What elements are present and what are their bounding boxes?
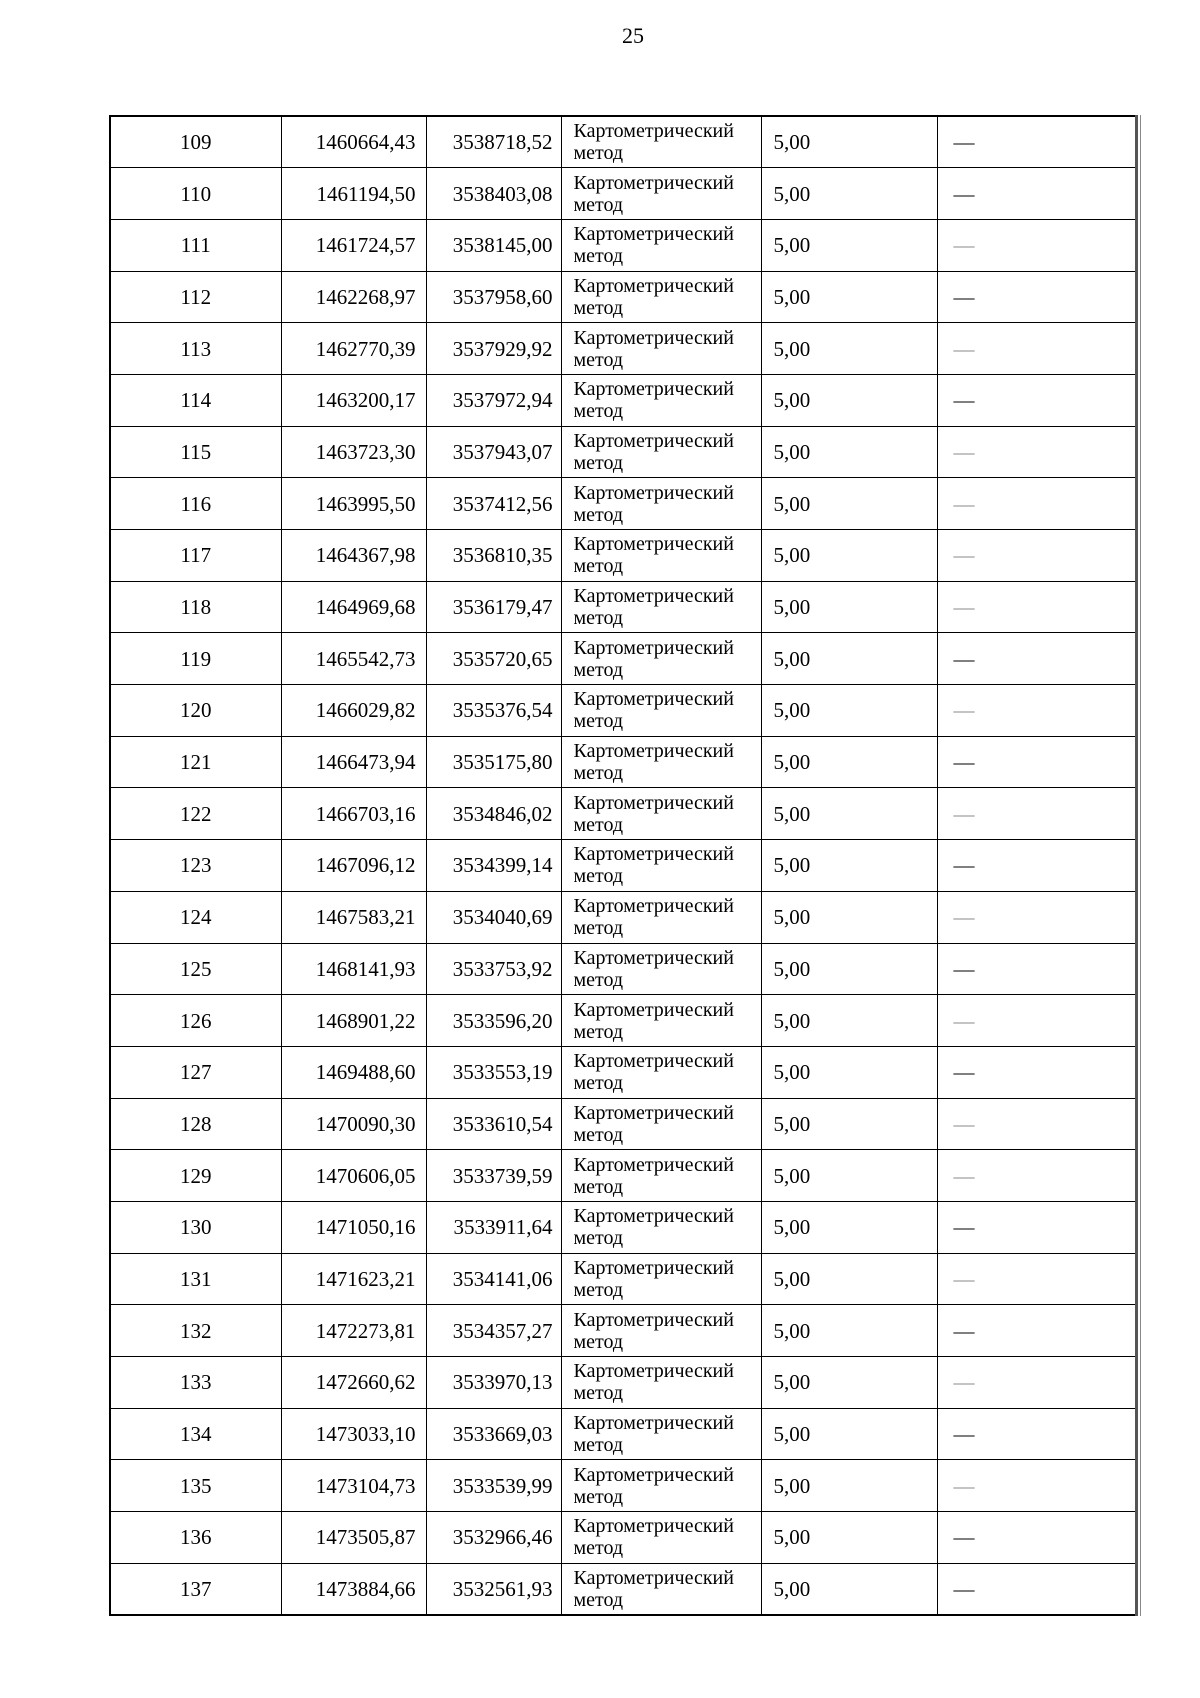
- description-cell: [937, 271, 1136, 323]
- description-cell: [937, 1563, 1136, 1615]
- accuracy-cell: 5,00: [761, 1357, 937, 1409]
- accuracy-cell: 5,00: [761, 219, 937, 271]
- x-coordinate-cell: 1473884,66: [281, 1563, 426, 1615]
- description-cell: [937, 788, 1136, 840]
- method-line-2: метод: [573, 142, 624, 165]
- table-row: [110, 685, 1136, 737]
- description-cell: [937, 736, 1136, 788]
- method-cell: [561, 788, 761, 840]
- method-line-1: Картометрический: [573, 223, 734, 246]
- y-coordinate-cell: 3533553,19: [426, 1046, 561, 1098]
- table-row: [110, 943, 1136, 995]
- method-line-2: метод: [573, 1123, 624, 1146]
- dash-mark: —: [953, 1370, 975, 1395]
- table-row: [110, 1201, 1136, 1253]
- description-cell: [937, 840, 1136, 892]
- method-line-2: метод: [573, 1588, 624, 1611]
- point-number-cell: 119: [110, 633, 281, 685]
- method-line-1: Картометрический: [573, 120, 734, 143]
- dash-mark: —: [953, 439, 975, 464]
- method-cell: [561, 1201, 761, 1253]
- description-cell: [937, 323, 1136, 375]
- method-line-2: метод: [573, 503, 624, 526]
- method-cell: [561, 1460, 761, 1512]
- method-line-2: метод: [573, 917, 624, 940]
- description-cell: [937, 995, 1136, 1047]
- point-number-cell: 133: [110, 1357, 281, 1409]
- method-cell: [561, 1098, 761, 1150]
- point-number-cell: 129: [110, 1150, 281, 1202]
- method-line-1: Картометрический: [573, 585, 734, 608]
- point-number-cell: 127: [110, 1046, 281, 1098]
- method-line-2: метод: [573, 348, 624, 371]
- description-cell: [937, 581, 1136, 633]
- method-cell: [561, 323, 761, 375]
- x-coordinate-cell: 1473505,87: [281, 1512, 426, 1564]
- table-row: [110, 891, 1136, 943]
- y-coordinate-cell: 3532561,93: [426, 1563, 561, 1615]
- description-cell: [937, 1046, 1136, 1098]
- method-cell: [561, 530, 761, 582]
- y-coordinate-cell: 3536810,35: [426, 530, 561, 582]
- dash-mark: —: [953, 905, 975, 930]
- y-coordinate-cell: 3534040,69: [426, 891, 561, 943]
- table-row: [110, 530, 1136, 582]
- method-line-2: метод: [573, 1434, 624, 1457]
- accuracy-cell: 5,00: [761, 426, 937, 478]
- x-coordinate-cell: 1466029,82: [281, 685, 426, 737]
- method-line-1: Картометрический: [573, 274, 734, 297]
- y-coordinate-cell: 3536179,47: [426, 581, 561, 633]
- accuracy-cell: 5,00: [761, 271, 937, 323]
- point-number-cell: 132: [110, 1305, 281, 1357]
- x-coordinate-cell: 1468141,93: [281, 943, 426, 995]
- method-line-1: Картометрический: [573, 843, 734, 866]
- accuracy-cell: 5,00: [761, 891, 937, 943]
- method-line-1: Картометрический: [573, 1360, 734, 1383]
- point-number-cell: 117: [110, 530, 281, 582]
- method-line-1: Картометрический: [573, 688, 734, 711]
- x-coordinate-cell: 1473033,10: [281, 1408, 426, 1460]
- accuracy-cell: 5,00: [761, 581, 937, 633]
- y-coordinate-cell: 3538403,08: [426, 168, 561, 220]
- description-cell: [937, 374, 1136, 426]
- method-line-1: Картометрический: [573, 791, 734, 814]
- table-row: [110, 633, 1136, 685]
- x-coordinate-cell: 1471623,21: [281, 1253, 426, 1305]
- coordinates-table-wrap: [109, 115, 1141, 1616]
- accuracy-cell: 5,00: [761, 1305, 937, 1357]
- method-cell: [561, 374, 761, 426]
- x-coordinate-cell: 1466703,16: [281, 788, 426, 840]
- y-coordinate-cell: 3537943,07: [426, 426, 561, 478]
- method-line-2: метод: [573, 1227, 624, 1250]
- table-row: [110, 995, 1136, 1047]
- method-cell: [561, 891, 761, 943]
- method-line-1: Картометрический: [573, 1256, 734, 1279]
- x-coordinate-cell: 1468901,22: [281, 995, 426, 1047]
- dash-mark: —: [953, 750, 975, 775]
- dash-mark: —: [953, 1422, 975, 1447]
- x-coordinate-cell: 1462268,97: [281, 271, 426, 323]
- y-coordinate-cell: 3532966,46: [426, 1512, 561, 1564]
- x-coordinate-cell: 1461724,57: [281, 219, 426, 271]
- y-coordinate-cell: 3533539,99: [426, 1460, 561, 1512]
- description-cell: [937, 426, 1136, 478]
- accuracy-cell: 5,00: [761, 1046, 937, 1098]
- method-line-1: Картометрический: [573, 1515, 734, 1538]
- y-coordinate-cell: 3538145,00: [426, 219, 561, 271]
- x-coordinate-cell: 1470606,05: [281, 1150, 426, 1202]
- dash-mark: —: [953, 284, 975, 309]
- y-coordinate-cell: 3533753,92: [426, 943, 561, 995]
- dash-mark: —: [953, 646, 975, 671]
- method-line-2: метод: [573, 1175, 624, 1198]
- method-cell: [561, 633, 761, 685]
- method-line-2: метод: [573, 555, 624, 578]
- description-cell: [937, 1357, 1136, 1409]
- table-row: [110, 1357, 1136, 1409]
- description-cell: [937, 633, 1136, 685]
- y-coordinate-cell: 3534357,27: [426, 1305, 561, 1357]
- table-row: [110, 219, 1136, 271]
- method-line-1: Картометрический: [573, 1153, 734, 1176]
- point-number-cell: 122: [110, 788, 281, 840]
- table-row: [110, 1563, 1136, 1615]
- y-coordinate-cell: 3534846,02: [426, 788, 561, 840]
- x-coordinate-cell: 1463995,50: [281, 478, 426, 530]
- y-coordinate-cell: 3533669,03: [426, 1408, 561, 1460]
- method-line-2: метод: [573, 865, 624, 888]
- method-line-1: Картометрический: [573, 740, 734, 763]
- table-row: [110, 271, 1136, 323]
- x-coordinate-cell: 1471050,16: [281, 1201, 426, 1253]
- method-line-2: метод: [573, 1072, 624, 1095]
- method-cell: [561, 1408, 761, 1460]
- accuracy-cell: 5,00: [761, 323, 937, 375]
- method-line-2: метод: [573, 1485, 624, 1508]
- dash-mark: —: [953, 1576, 975, 1601]
- x-coordinate-cell: 1466473,94: [281, 736, 426, 788]
- method-line-1: Картометрический: [573, 1463, 734, 1486]
- method-cell: [561, 1305, 761, 1357]
- description-cell: [937, 1408, 1136, 1460]
- x-coordinate-cell: 1463723,30: [281, 426, 426, 478]
- y-coordinate-cell: 3537929,92: [426, 323, 561, 375]
- y-coordinate-cell: 3533739,59: [426, 1150, 561, 1202]
- table-row: [110, 1150, 1136, 1202]
- accuracy-cell: 5,00: [761, 1201, 937, 1253]
- method-cell: [561, 478, 761, 530]
- table-row: [110, 1408, 1136, 1460]
- point-number-cell: 130: [110, 1201, 281, 1253]
- point-number-cell: 109: [110, 116, 281, 168]
- method-line-2: метод: [573, 658, 624, 681]
- dash-mark: —: [953, 491, 975, 516]
- dash-mark: —: [953, 1318, 975, 1343]
- page-number: 25: [622, 23, 644, 48]
- x-coordinate-cell: 1464367,98: [281, 530, 426, 582]
- method-line-2: метод: [573, 1020, 624, 1043]
- table-row: [110, 1098, 1136, 1150]
- y-coordinate-cell: 3537958,60: [426, 271, 561, 323]
- dash-mark: —: [953, 698, 975, 723]
- x-coordinate-cell: 1464969,68: [281, 581, 426, 633]
- dash-mark: —: [953, 130, 975, 155]
- point-number-cell: 116: [110, 478, 281, 530]
- method-cell: [561, 426, 761, 478]
- method-line-1: Картометрический: [573, 1050, 734, 1073]
- y-coordinate-cell: 3535720,65: [426, 633, 561, 685]
- table-row: [110, 1460, 1136, 1512]
- method-cell: [561, 168, 761, 220]
- description-cell: [937, 685, 1136, 737]
- table-row: [110, 323, 1136, 375]
- x-coordinate-cell: 1472273,81: [281, 1305, 426, 1357]
- dash-mark: —: [953, 1525, 975, 1550]
- y-coordinate-cell: 3533610,54: [426, 1098, 561, 1150]
- method-line-1: Картометрический: [573, 895, 734, 918]
- method-cell: [561, 1512, 761, 1564]
- method-line-2: метод: [573, 607, 624, 630]
- accuracy-cell: 5,00: [761, 168, 937, 220]
- accuracy-cell: 5,00: [761, 1408, 937, 1460]
- method-line-1: Картометрический: [573, 1412, 734, 1435]
- point-number-cell: 135: [110, 1460, 281, 1512]
- dash-mark: —: [953, 1473, 975, 1498]
- method-cell: [561, 581, 761, 633]
- method-line-2: метод: [573, 193, 624, 216]
- description-cell: [937, 943, 1136, 995]
- x-coordinate-cell: 1463200,17: [281, 374, 426, 426]
- y-coordinate-cell: 3535376,54: [426, 685, 561, 737]
- x-coordinate-cell: 1469488,60: [281, 1046, 426, 1098]
- description-cell: [937, 1460, 1136, 1512]
- method-cell: [561, 995, 761, 1047]
- accuracy-cell: 5,00: [761, 1512, 937, 1564]
- method-line-1: Картометрический: [573, 998, 734, 1021]
- description-cell: [937, 168, 1136, 220]
- point-number-cell: 115: [110, 426, 281, 478]
- point-number-cell: 124: [110, 891, 281, 943]
- point-number-cell: 125: [110, 943, 281, 995]
- description-cell: [937, 1512, 1136, 1564]
- point-number-cell: 126: [110, 995, 281, 1047]
- point-number-cell: 121: [110, 736, 281, 788]
- method-line-1: Картометрический: [573, 429, 734, 452]
- method-line-2: метод: [573, 710, 624, 733]
- point-number-cell: 111: [110, 219, 281, 271]
- description-cell: [937, 219, 1136, 271]
- table-row: [110, 478, 1136, 530]
- accuracy-cell: 5,00: [761, 943, 937, 995]
- method-line-1: Картометрический: [573, 946, 734, 969]
- table-row: [110, 168, 1136, 220]
- point-number-cell: 136: [110, 1512, 281, 1564]
- dash-mark: —: [953, 336, 975, 361]
- description-cell: [937, 1150, 1136, 1202]
- dash-mark: —: [953, 853, 975, 878]
- accuracy-cell: 5,00: [761, 1253, 937, 1305]
- accuracy-cell: 5,00: [761, 788, 937, 840]
- accuracy-cell: 5,00: [761, 1098, 937, 1150]
- method-line-1: Картометрический: [573, 636, 734, 659]
- table-row: [110, 736, 1136, 788]
- method-cell: [561, 1563, 761, 1615]
- method-cell: [561, 1253, 761, 1305]
- method-line-1: Картометрический: [573, 1101, 734, 1124]
- dash-mark: —: [953, 1008, 975, 1033]
- point-number-cell: 118: [110, 581, 281, 633]
- table-row: [110, 1512, 1136, 1564]
- method-cell: [561, 1046, 761, 1098]
- y-coordinate-cell: 3537412,56: [426, 478, 561, 530]
- accuracy-cell: 5,00: [761, 478, 937, 530]
- method-cell: [561, 219, 761, 271]
- dash-mark: —: [953, 801, 975, 826]
- accuracy-cell: 5,00: [761, 530, 937, 582]
- method-line-1: Картометрический: [573, 378, 734, 401]
- method-line-2: метод: [573, 296, 624, 319]
- table-row: [110, 840, 1136, 892]
- point-number-cell: 112: [110, 271, 281, 323]
- x-coordinate-cell: 1462770,39: [281, 323, 426, 375]
- method-line-1: Картометрический: [573, 1566, 734, 1589]
- point-number-cell: 134: [110, 1408, 281, 1460]
- method-line-1: Картометрический: [573, 1205, 734, 1228]
- dash-mark: —: [953, 1060, 975, 1085]
- table-row: [110, 1305, 1136, 1357]
- description-cell: [937, 891, 1136, 943]
- point-number-cell: 120: [110, 685, 281, 737]
- method-line-2: метод: [573, 1537, 624, 1560]
- accuracy-cell: 5,00: [761, 374, 937, 426]
- table-row: [110, 581, 1136, 633]
- x-coordinate-cell: 1467096,12: [281, 840, 426, 892]
- x-coordinate-cell: 1465542,73: [281, 633, 426, 685]
- method-line-2: метод: [573, 813, 624, 836]
- method-line-1: Картометрический: [573, 326, 734, 349]
- y-coordinate-cell: 3533596,20: [426, 995, 561, 1047]
- point-number-cell: 110: [110, 168, 281, 220]
- point-number-cell: 137: [110, 1563, 281, 1615]
- dash-mark: —: [953, 595, 975, 620]
- dash-mark: —: [953, 388, 975, 413]
- accuracy-cell: 5,00: [761, 116, 937, 168]
- y-coordinate-cell: 3534399,14: [426, 840, 561, 892]
- y-coordinate-cell: 3533911,64: [426, 1201, 561, 1253]
- accuracy-cell: 5,00: [761, 685, 937, 737]
- point-number-cell: 123: [110, 840, 281, 892]
- description-cell: [937, 478, 1136, 530]
- accuracy-cell: 5,00: [761, 1460, 937, 1512]
- table-row: [110, 426, 1136, 478]
- accuracy-cell: 5,00: [761, 736, 937, 788]
- accuracy-cell: 5,00: [761, 840, 937, 892]
- method-cell: [561, 1357, 761, 1409]
- dash-mark: —: [953, 1215, 975, 1240]
- table-row: [110, 1046, 1136, 1098]
- x-coordinate-cell: 1472660,62: [281, 1357, 426, 1409]
- description-cell: [937, 1305, 1136, 1357]
- method-line-1: Картометрический: [573, 1308, 734, 1331]
- method-line-2: метод: [573, 968, 624, 991]
- x-coordinate-cell: 1470090,30: [281, 1098, 426, 1150]
- x-coordinate-cell: 1461194,50: [281, 168, 426, 220]
- dash-mark: —: [953, 233, 975, 258]
- method-line-2: метод: [573, 1278, 624, 1301]
- method-line-2: метод: [573, 762, 624, 785]
- description-cell: [937, 1098, 1136, 1150]
- method-line-2: метод: [573, 400, 624, 423]
- method-cell: [561, 736, 761, 788]
- description-cell: [937, 1201, 1136, 1253]
- method-line-2: метод: [573, 451, 624, 474]
- table-row: [110, 374, 1136, 426]
- y-coordinate-cell: 3535175,80: [426, 736, 561, 788]
- description-cell: [937, 530, 1136, 582]
- y-coordinate-cell: 3537972,94: [426, 374, 561, 426]
- x-coordinate-cell: 1460664,43: [281, 116, 426, 168]
- method-cell: [561, 685, 761, 737]
- method-cell: [561, 840, 761, 892]
- y-coordinate-cell: 3533970,13: [426, 1357, 561, 1409]
- method-line-1: Картометрический: [573, 171, 734, 194]
- point-number-cell: 113: [110, 323, 281, 375]
- y-coordinate-cell: 3538718,52: [426, 116, 561, 168]
- method-line-2: метод: [573, 1382, 624, 1405]
- method-line-2: метод: [573, 1330, 624, 1353]
- y-coordinate-cell: 3534141,06: [426, 1253, 561, 1305]
- x-coordinate-cell: 1467583,21: [281, 891, 426, 943]
- description-cell: [937, 116, 1136, 168]
- description-cell: [937, 1253, 1136, 1305]
- table-row: [110, 116, 1136, 168]
- method-cell: [561, 271, 761, 323]
- method-cell: [561, 116, 761, 168]
- dash-mark: —: [953, 543, 975, 568]
- table-right-double-rule: [1135, 115, 1141, 1616]
- accuracy-cell: 5,00: [761, 1150, 937, 1202]
- dash-mark: —: [953, 181, 975, 206]
- coordinates-table-body: [110, 116, 1136, 1615]
- coordinates-table: [109, 115, 1136, 1616]
- table-row: [110, 788, 1136, 840]
- point-number-cell: 128: [110, 1098, 281, 1150]
- dash-mark: —: [953, 1111, 975, 1136]
- method-line-1: Картометрический: [573, 533, 734, 556]
- dash-mark: —: [953, 1163, 975, 1188]
- table-row: [110, 1253, 1136, 1305]
- accuracy-cell: 5,00: [761, 633, 937, 685]
- accuracy-cell: 5,00: [761, 995, 937, 1047]
- dash-mark: —: [953, 956, 975, 981]
- accuracy-cell: 5,00: [761, 1563, 937, 1615]
- point-number-cell: 114: [110, 374, 281, 426]
- method-line-2: метод: [573, 245, 624, 268]
- dash-mark: —: [953, 1266, 975, 1291]
- method-line-1: Картометрический: [573, 481, 734, 504]
- point-number-cell: 131: [110, 1253, 281, 1305]
- method-cell: [561, 943, 761, 995]
- x-coordinate-cell: 1473104,73: [281, 1460, 426, 1512]
- method-cell: [561, 1150, 761, 1202]
